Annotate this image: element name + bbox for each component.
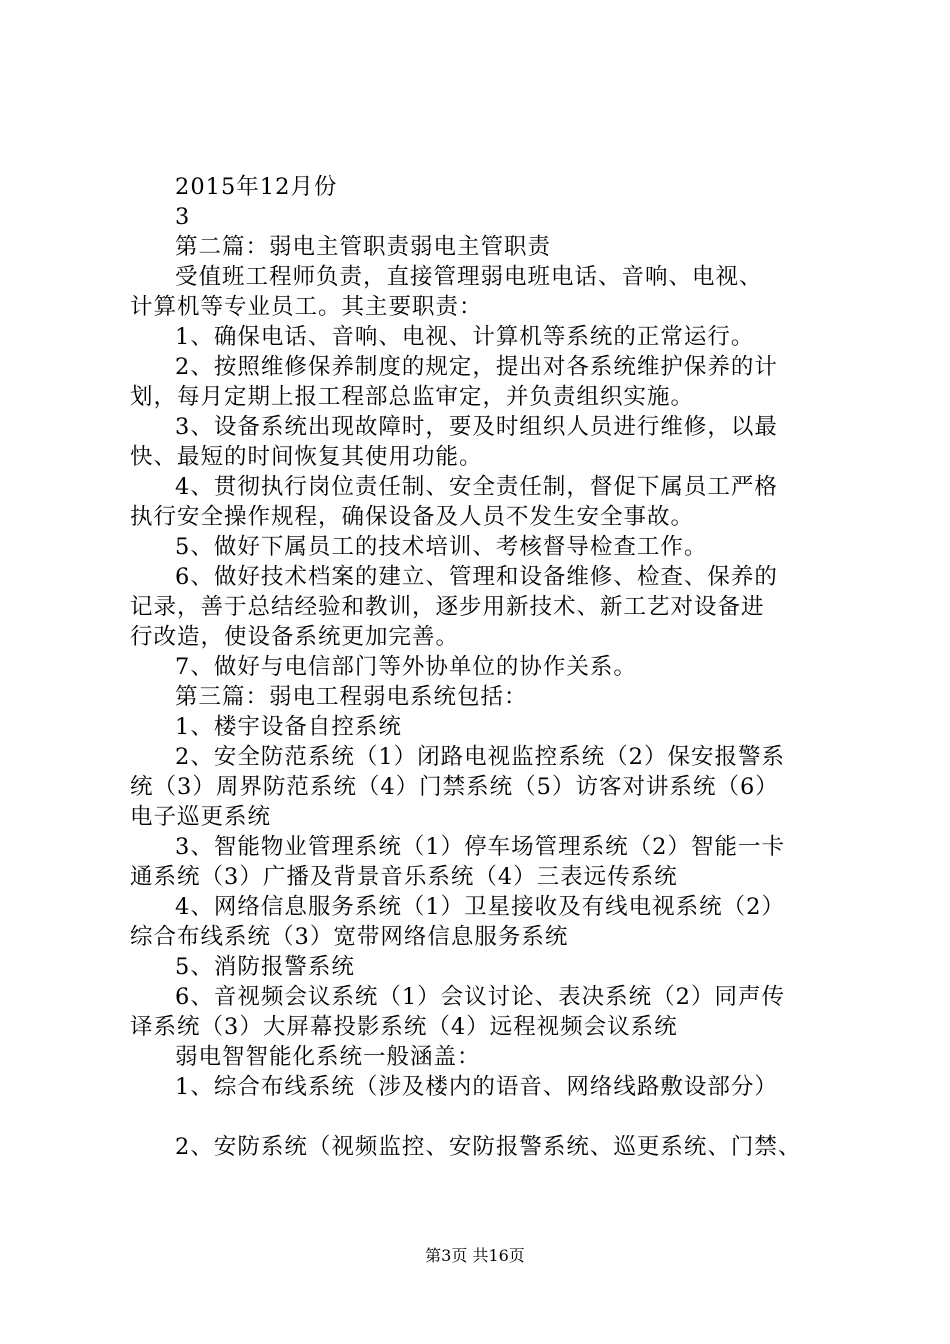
paragraph-line: 计算机等专业员工。其主要职责： bbox=[130, 294, 483, 320]
page-number-line: 3 bbox=[175, 204, 191, 230]
list-item: 2、安全防范系统（1）闭路电视监控系统（2）保安报警系 bbox=[175, 744, 785, 770]
paragraph-line: 弱电智智能化系统一般涵盖： bbox=[175, 1044, 481, 1070]
list-item: 4、网络信息服务系统（1）卫星接收及有线电视系统（2） bbox=[175, 894, 785, 920]
list-item-continuation: 通系统（3）广播及背景音乐系统（4）三表远传系统 bbox=[130, 864, 678, 890]
list-item: 5、做好下属员工的技术培训、考核督导检查工作。 bbox=[175, 534, 708, 560]
list-item-continuation: 统（3）周界防范系统（4）门禁系统（5）访客对讲系统（6） bbox=[130, 774, 779, 800]
list-item: 1、综合布线系统（涉及楼内的语音、网络线路敷设部分） bbox=[175, 1074, 778, 1100]
list-item: 1、楼宇设备自控系统 bbox=[175, 714, 402, 740]
list-item: 2、按照维修保养制度的规定，提出对各系统维护保养的计 bbox=[175, 354, 778, 380]
list-item-continuation: 划，每月定期上报工程部总监审定，并负责组织实施。 bbox=[130, 384, 695, 410]
section-heading-2: 第二篇：弱电主管职责弱电主管职责 bbox=[175, 234, 552, 260]
section-heading-3: 第三篇：弱电工程弱电系统包括： bbox=[175, 684, 528, 710]
list-item: 4、贯彻执行岗位责任制、安全责任制，督促下属员工严格 bbox=[175, 474, 778, 500]
blank-line bbox=[130, 1102, 840, 1132]
list-item: 6、做好技术档案的建立、管理和设备维修、检查、保养的 bbox=[175, 564, 778, 590]
page-footer: 第3页 共16页 bbox=[425, 1246, 525, 1265]
list-item-continuation: 电子巡更系统 bbox=[130, 804, 272, 830]
list-item: 3、设备系统出现故障时，要及时组织人员进行维修，以最 bbox=[175, 414, 778, 440]
list-item: 7、做好与电信部门等外协单位的协作关系。 bbox=[175, 654, 637, 680]
list-item-continuation: 快、最短的时间恢复其使用功能。 bbox=[130, 444, 483, 470]
document-body bbox=[130, 172, 840, 1162]
list-item: 5、消防报警系统 bbox=[175, 954, 355, 980]
list-item-continuation: 译系统（3）大屏幕投影系统（4）远程视频会议系统 bbox=[130, 1014, 678, 1040]
list-item: 3、智能物业管理系统（1）停车场管理系统（2）智能一卡 bbox=[175, 834, 785, 860]
list-item-continuation: 行改造，使设备系统更加完善。 bbox=[130, 624, 460, 650]
list-item: 2、安防系统（视频监控、安防报警系统、巡更系统、门禁、 bbox=[175, 1134, 802, 1160]
list-item: 1、确保电话、音响、电视、计算机等系统的正常运行。 bbox=[175, 324, 755, 350]
list-item-continuation: 记录，善于总结经验和教训，逐步用新技术、新工艺对设备进 bbox=[130, 594, 765, 620]
list-item: 6、音视频会议系统（1）会议讨论、表决系统（2）同声传 bbox=[175, 984, 785, 1010]
list-item-continuation: 综合布线系统（3）宽带网络信息服务系统 bbox=[130, 924, 569, 950]
list-item-continuation: 执行安全操作规程，确保设备及人员不发生安全事故。 bbox=[130, 504, 695, 530]
date-line: 2015年12月份 bbox=[175, 174, 338, 200]
paragraph-line: 受值班工程师负责，直接管理弱电班电话、音响、电视、 bbox=[175, 264, 763, 290]
